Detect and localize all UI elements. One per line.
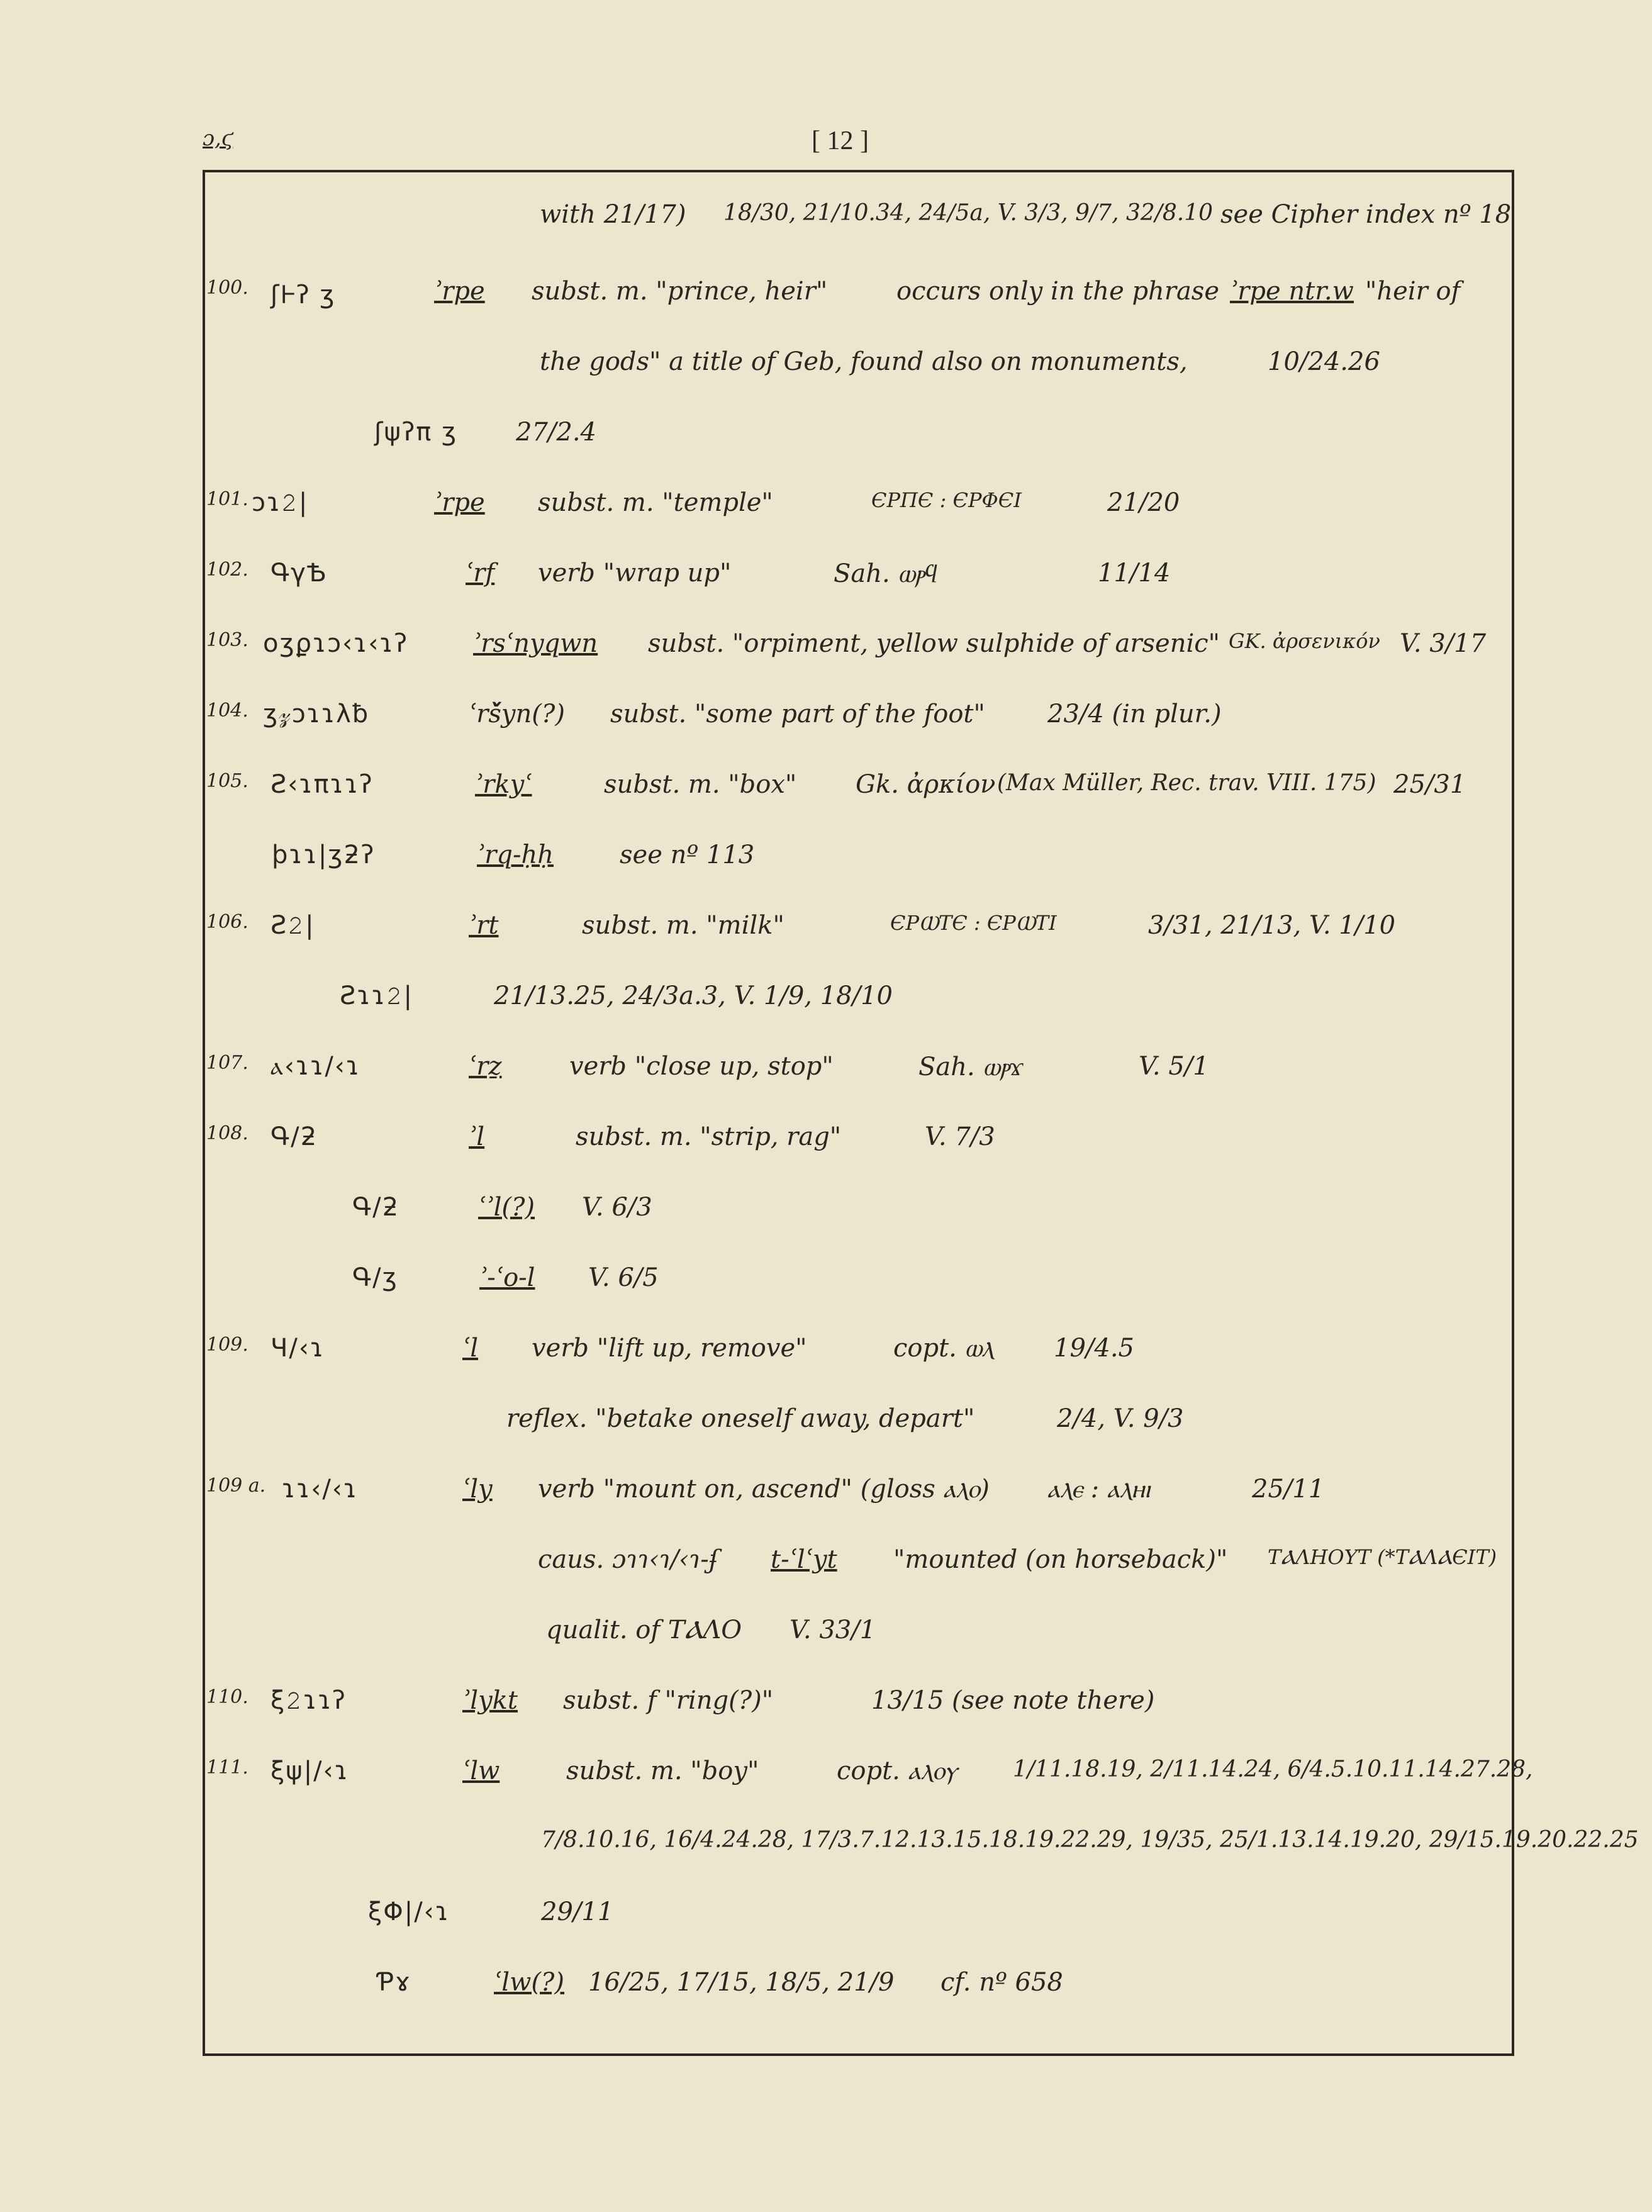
entry-text: 104. <box>206 700 248 722</box>
entry-text: 21/20 <box>1107 488 1180 517</box>
page-number: [ 12 ] <box>812 126 869 155</box>
entry-line <box>0 488 1652 526</box>
entry-text: Գ/ƻ <box>271 1122 318 1151</box>
entry-text: subst. "some part of the foot" <box>610 700 985 729</box>
entry-text: Ƨɿɿ𝟸| <box>340 981 413 1010</box>
entry-text: ʾrpe <box>434 488 485 517</box>
entry-line <box>0 1122 1652 1160</box>
entry-line <box>0 1545 1652 1583</box>
entry-text: subst. m. "box" <box>604 770 797 799</box>
entry-text: ϸɿɿ|ʒƻʔ <box>272 841 376 869</box>
entry-text: subst. m. "prince, heir" <box>532 277 828 306</box>
entry-text: t-ʿlʿyt <box>771 1545 837 1574</box>
entry-line <box>0 1616 1652 1653</box>
entry-text: Ƥɤ <box>377 1968 411 1997</box>
entry-text: ʾrkyʿ <box>475 770 532 799</box>
entry-line <box>0 1827 1652 1865</box>
entry-text: 27/2.4 <box>516 418 596 447</box>
entry-text: 25/11 <box>1252 1475 1325 1504</box>
entry-text: 105. <box>206 770 248 792</box>
entry-text: ʿlw <box>462 1757 500 1785</box>
entry-text: (Max Müller, Rec. trav. VIII. 175) <box>997 770 1376 796</box>
entry-text: ʾl <box>469 1122 485 1151</box>
entry-text: V. 33/1 <box>790 1616 876 1645</box>
entry-text: V. 6/3 <box>582 1193 652 1222</box>
entry-text: Ƨ‹ɿπɿɿʔ <box>271 770 374 799</box>
entry-text: oʒϼɿɔ‹ɿ‹ɿʔ <box>263 629 408 658</box>
entry-line <box>0 347 1652 385</box>
entry-text: 1/11.18.19, 2/11.14.24, 6/4.5.10.11.14.27.28, <box>1013 1757 1533 1782</box>
entry-text: ЄΡⲰΤЄ : ЄΡⲰΤΙ <box>890 911 1057 935</box>
entry-text: qualit. of ΤⲀΛΟ <box>546 1616 742 1645</box>
entry-text: copt. ⲱⲗ <box>893 1334 994 1363</box>
entry-text: 3/31, 21/13, V. 1/10 <box>1148 911 1396 940</box>
entry-text: ʾrsʿnyqwn <box>473 629 598 658</box>
entry-text: 7/8.10.16, 16/4.24.28, 17/3.7.12.13.15.18.19.22.29, 19/35, 25/1.13.14.19.20, 29/15.19.20.22.25 <box>541 1827 1639 1853</box>
entry-text: 103. <box>206 629 248 651</box>
entry-line <box>0 981 1652 1019</box>
entry-text: ЄΡΠЄ : ЄΡΦЄΙ <box>871 488 1022 512</box>
entry-text: subst. "orpiment, yellow sulphide of arsenic" <box>648 629 1220 658</box>
entry-text: subst. m. "strip, rag" <box>576 1122 842 1151</box>
entry-text: ξψ|/‹ɿ <box>271 1757 349 1785</box>
entry-line <box>0 418 1652 455</box>
entry-text: 2/4, V. 9/3 <box>1057 1404 1184 1433</box>
entry-text: Ч/‹ɿ <box>271 1334 325 1363</box>
entry-line <box>0 1193 1652 1231</box>
entry-text: 16/25, 17/15, 18/5, 21/9 <box>588 1968 895 1997</box>
entry-text: ʿlw(?) <box>494 1968 564 1997</box>
entry-text: subst. m. "boy" <box>566 1757 759 1785</box>
entry-line <box>0 700 1652 737</box>
entry-text: ΤⲀΛΗΟΥΤ (*ΤⲀΛⲀЄΙΤ) <box>1268 1545 1497 1569</box>
entry-text: cf. nº 658 <box>940 1968 1063 1997</box>
entry-line <box>0 1334 1652 1371</box>
entry-text: ʾrpe ntr.w <box>1230 277 1354 306</box>
entry-text: Գ/ʒ <box>352 1263 398 1292</box>
entry-text: Ƨ𝟸| <box>271 911 315 940</box>
entry-text: 102. <box>206 559 248 581</box>
entry-text: ⲁ‹ɿɿ/‹ɿ <box>271 1052 361 1081</box>
entry-text: subst. m. "milk" <box>582 911 784 940</box>
entry-line <box>0 1897 1652 1935</box>
entry-text: verb "close up, stop" <box>569 1052 834 1081</box>
entry-text: 109 a. <box>206 1475 266 1497</box>
entry-text: 23/4 (in plur.) <box>1047 700 1222 729</box>
entry-text: 21/13.25, 24/3a.3, V. 1/9, 18/10 <box>494 981 893 1010</box>
entry-text: the gods" a title of Geb, found also on monuments, <box>540 347 1188 376</box>
entry-text: ʃψʔπ ʒ <box>374 418 458 447</box>
entry-text: 109. <box>206 1334 248 1356</box>
entry-text: 108. <box>206 1122 248 1144</box>
entry-line <box>0 1686 1652 1724</box>
entry-text: V. 5/1 <box>1139 1052 1209 1081</box>
entry-text: caus. ɔɿɿ‹ɿ/‹ɿ-ʄ <box>538 1545 718 1574</box>
entry-line <box>0 1968 1652 2006</box>
entry-text: ʾlykt <box>462 1686 518 1715</box>
entry-text: V. 3/17 <box>1400 629 1487 658</box>
entry-text: ʿly <box>462 1475 493 1504</box>
entry-line <box>0 1757 1652 1794</box>
entry-line <box>0 1404 1652 1442</box>
entry-text: Sah. ⲱⲣϫ <box>918 1053 1023 1081</box>
entry-text: ӡ𝓏ɔɿɿλƀ <box>263 700 370 729</box>
entry-text: ξ𝟸ɿɿʔ <box>271 1686 347 1715</box>
entry-text: ʿrẕ <box>469 1052 502 1081</box>
entry-text: Գ/ƻ <box>352 1193 400 1222</box>
entry-text: "heir of <box>1365 277 1461 306</box>
entry-text: ʾrq-ḥḥ <box>477 841 554 869</box>
entry-text: verb "wrap up" <box>538 559 732 588</box>
entry-text: 106. <box>206 911 248 933</box>
entry-text: ʾrt <box>469 911 499 940</box>
entry-text: 13/15 (see note there) <box>871 1686 1155 1715</box>
entry-text: see nº 113 <box>620 841 755 869</box>
entry-line <box>0 1052 1652 1090</box>
entry-text: ɔɿ𝟸| <box>252 488 309 517</box>
entry-text: ξΦ|/‹ɿ <box>368 1897 450 1926</box>
entry-line <box>0 911 1652 949</box>
entry-text: ʾ-ʿo-l <box>479 1263 535 1292</box>
entry-text: "mounted (on horseback)" <box>893 1545 1228 1574</box>
entry-text: subst. m. "temple" <box>538 488 773 517</box>
entry-text: ⲁⲗⲉ : ⲁⲗⲏⲓ <box>1047 1475 1151 1504</box>
page-mark: ɔ,ϛ <box>203 126 233 151</box>
entry-text: 110. <box>206 1686 248 1708</box>
entry-text: 18/30, 21/10.34, 24/5a, V. 3/3, 9/7, 32/8.10 <box>723 200 1214 226</box>
entry-text: ʿʾl(?) <box>478 1193 535 1222</box>
entry-text: 101. <box>206 488 248 510</box>
entry-text: GK. ἀρσενικόν <box>1229 629 1380 653</box>
entry-text: 111. <box>206 1757 248 1779</box>
entry-text: verb "mount on, ascend" (gloss ⲁⲗⲟ) <box>538 1475 990 1504</box>
entry-line <box>0 770 1652 808</box>
entry-text: verb "lift up, remove" <box>532 1334 807 1363</box>
entry-text: Gk. ἀρκίον <box>856 770 996 799</box>
entry-text: ʿrf <box>466 559 495 588</box>
entry-line <box>0 629 1652 667</box>
entry-text: with 21/17) <box>540 200 686 229</box>
entry-text: 107. <box>206 1052 248 1074</box>
entry-line <box>0 559 1652 596</box>
entry-text: 10/24.26 <box>1268 347 1380 376</box>
entry-text: ԳγѢ <box>271 559 328 588</box>
entry-text: 100. <box>206 277 248 299</box>
entry-text: subst. f "ring(?)" <box>563 1686 774 1715</box>
entry-text: ʿrš̌yn(?) <box>469 700 565 729</box>
entry-text: ʾrpe <box>434 277 485 306</box>
entry-text: copt. ⲁⲗⲟⲩ <box>837 1757 957 1785</box>
entry-line <box>0 277 1652 315</box>
entry-line <box>0 1263 1652 1301</box>
entry-text: 29/11 <box>541 1897 614 1926</box>
entry-text: ɿɿ‹/‹ɿ <box>282 1475 359 1504</box>
entry-text: V. 6/5 <box>588 1263 659 1292</box>
entry-line <box>0 1475 1652 1512</box>
entry-text: V. 7/3 <box>925 1122 995 1151</box>
entry-text: ʿl <box>462 1334 479 1363</box>
entry-text: 11/14 <box>1098 559 1171 588</box>
entry-text: occurs only in the phrase <box>896 277 1219 306</box>
entry-text: ʃ𐅂ʔ ʒ <box>271 281 336 310</box>
entry-text: reflex. "betake oneself away, depart" <box>506 1404 975 1433</box>
entry-text: see Cipher index nº 18 <box>1220 200 1512 229</box>
entry-text: 19/4.5 <box>1054 1334 1134 1363</box>
entry-line <box>0 200 1652 238</box>
entry-text: 25/31 <box>1393 770 1466 799</box>
entry-text: Sah. ⲱⲣϥ <box>834 559 938 588</box>
entry-line <box>0 841 1652 878</box>
